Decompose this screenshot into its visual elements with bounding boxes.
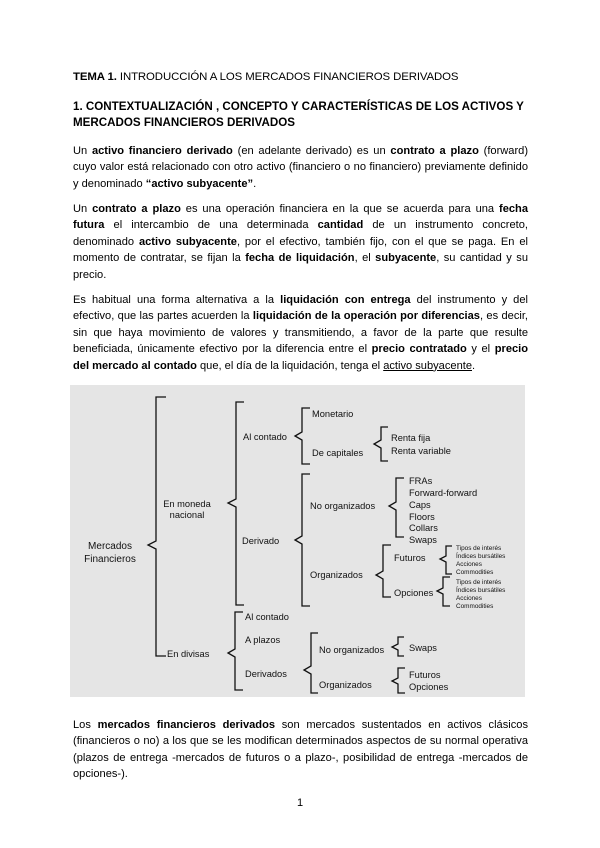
divisas-label: En divisas [167, 649, 210, 659]
underlying-item: Acciones [456, 561, 482, 568]
page-number: 1 [296, 797, 304, 809]
otc-product-item: Caps [409, 500, 431, 510]
p1-bold: activo financiero derivado [91, 145, 233, 157]
p1-text: Un [73, 145, 92, 157]
al-contado-label: Al contado [243, 432, 287, 442]
p1-bold: contrato a plazo [390, 145, 479, 157]
p2-bold: cantidad [317, 219, 364, 232]
p4-text: Los [73, 719, 98, 731]
div-futuros-label: Futuros [409, 670, 441, 680]
p1-text: . [253, 177, 257, 190]
p4-text: son mercados sustentados en activos clásicos (financieros o no) a los que se les modifican determinados aspectos de su normal operativa (plazos de entrega -mercados de futuros o a plazo-, posibilidad de entrega -mercados de opciones-). [73, 719, 528, 781]
p2-text: , el [354, 252, 376, 265]
div-al-contado-label: Al contado [245, 612, 289, 622]
otc-product-item: Collars [409, 523, 438, 533]
organizados-label: Organizados [310, 570, 363, 580]
otc-product-item: Floors [409, 512, 435, 522]
title-prefix: TEMA 1. [73, 71, 117, 83]
p2-text: de un instrumento concreto, denominado [73, 219, 528, 248]
root-label-line2: Financieros [84, 554, 136, 565]
p3-text: y el [466, 343, 495, 356]
p2-text: , por el efectivo, también fijo, con el que se paga. En el momento de contratar, se fijan la [73, 235, 528, 265]
monetario-label: Monetario [312, 409, 354, 419]
underlying-item: Índices bursátiles [456, 587, 506, 594]
p2-text: , su cantidad y su precio. [73, 252, 528, 281]
moneda-label-line1: En moneda [163, 499, 211, 509]
p1-text: (en adelante derivado) es un [232, 145, 391, 157]
no-organizados-label: No organizados [310, 501, 376, 511]
p2-bold: subyacente [375, 252, 437, 265]
futuros-label: Futuros [394, 553, 426, 563]
p3-bold: liquidación con entrega [280, 294, 411, 306]
div-a-plazos-label: A plazos [245, 635, 281, 645]
p3-text: . [472, 359, 476, 372]
renta-variable-label: Renta variable [391, 446, 451, 456]
paragraph-4 [73, 717, 528, 783]
root-label-line1: Mercados [88, 541, 132, 552]
p1-bold: “activo subyacente” [145, 177, 254, 190]
de-capitales-label: De capitales [312, 448, 364, 458]
section-heading: 1. CONTEXTUALIZACIÓN , CONCEPTO Y CARACTERÍSTICAS DE LOS ACTIVOS Y MERCADOS FINANCIEROS DERIVADOS [73, 100, 524, 129]
opciones-label: Opciones [394, 588, 434, 598]
p2-bold: contrato a plazo [92, 203, 181, 215]
div-derivados-label: Derivados [245, 669, 287, 679]
p3-text: del instrumento y del efectivo, que las partes acuerden la [73, 294, 528, 323]
div-no-organizados-label: No organizados [319, 645, 385, 655]
underlying-item: Commodities [456, 569, 494, 576]
p2-bold: fecha futura [73, 203, 528, 232]
otc-product-item: Forward-forward [409, 488, 478, 498]
p3-bold: precio contratado [371, 343, 467, 356]
p3-underlined: activo subyacente [383, 359, 472, 372]
underlying-item: Acciones [456, 595, 482, 602]
underlying-item: Tipos de interés [456, 579, 502, 586]
p3-text: que, el día de la liquidación, tenga el [196, 359, 384, 372]
p3-text: , es decir, sin que haya movimiento de valores y transmitiendo, a favor de la parte que resulte beneficiada, únicamente efectivo por la diferencia entre el [73, 310, 528, 356]
p2-text: Un [73, 203, 93, 215]
p3-bold: precio del mercado al contado [73, 343, 529, 372]
p3-bold: liquidación de la operación por diferencias [252, 310, 480, 323]
div-swaps-label: Swaps [409, 643, 437, 653]
p2-bold: activo subyacente [138, 235, 237, 248]
otc-product-item: FRAs [409, 476, 433, 486]
moneda-label-line2: nacional [169, 510, 205, 520]
title-text: INTRODUCCIÓN A LOS MERCADOS FINANCIEROS DERIVADOS [116, 71, 459, 83]
underlying-item: Tipos de interés [456, 545, 502, 552]
p2-text: es una operación financiera en la que se acuerda para una [180, 203, 500, 215]
div-organizados-label: Organizados [319, 680, 372, 690]
p2-text: el intercambio de una determinada [104, 219, 318, 232]
derivado-label: Derivado [242, 536, 280, 546]
underlying-item: Commodities [456, 603, 494, 610]
div-opciones-label: Opciones [409, 682, 449, 692]
p3-text: Es habitual una forma alternativa a la [73, 294, 281, 306]
p2-bold: fecha de liquidación [245, 252, 355, 265]
p4-bold: mercados financieros derivados [97, 719, 276, 731]
otc-product-item: Swaps [409, 535, 437, 545]
renta-fija-label: Renta fija [391, 433, 431, 443]
p1-text: (forward) cuyo valor está relacionado con otro activo (financiero o no financiero) previamente definido y denominado [73, 145, 529, 190]
underlying-item: Índices bursátiles [456, 553, 506, 560]
